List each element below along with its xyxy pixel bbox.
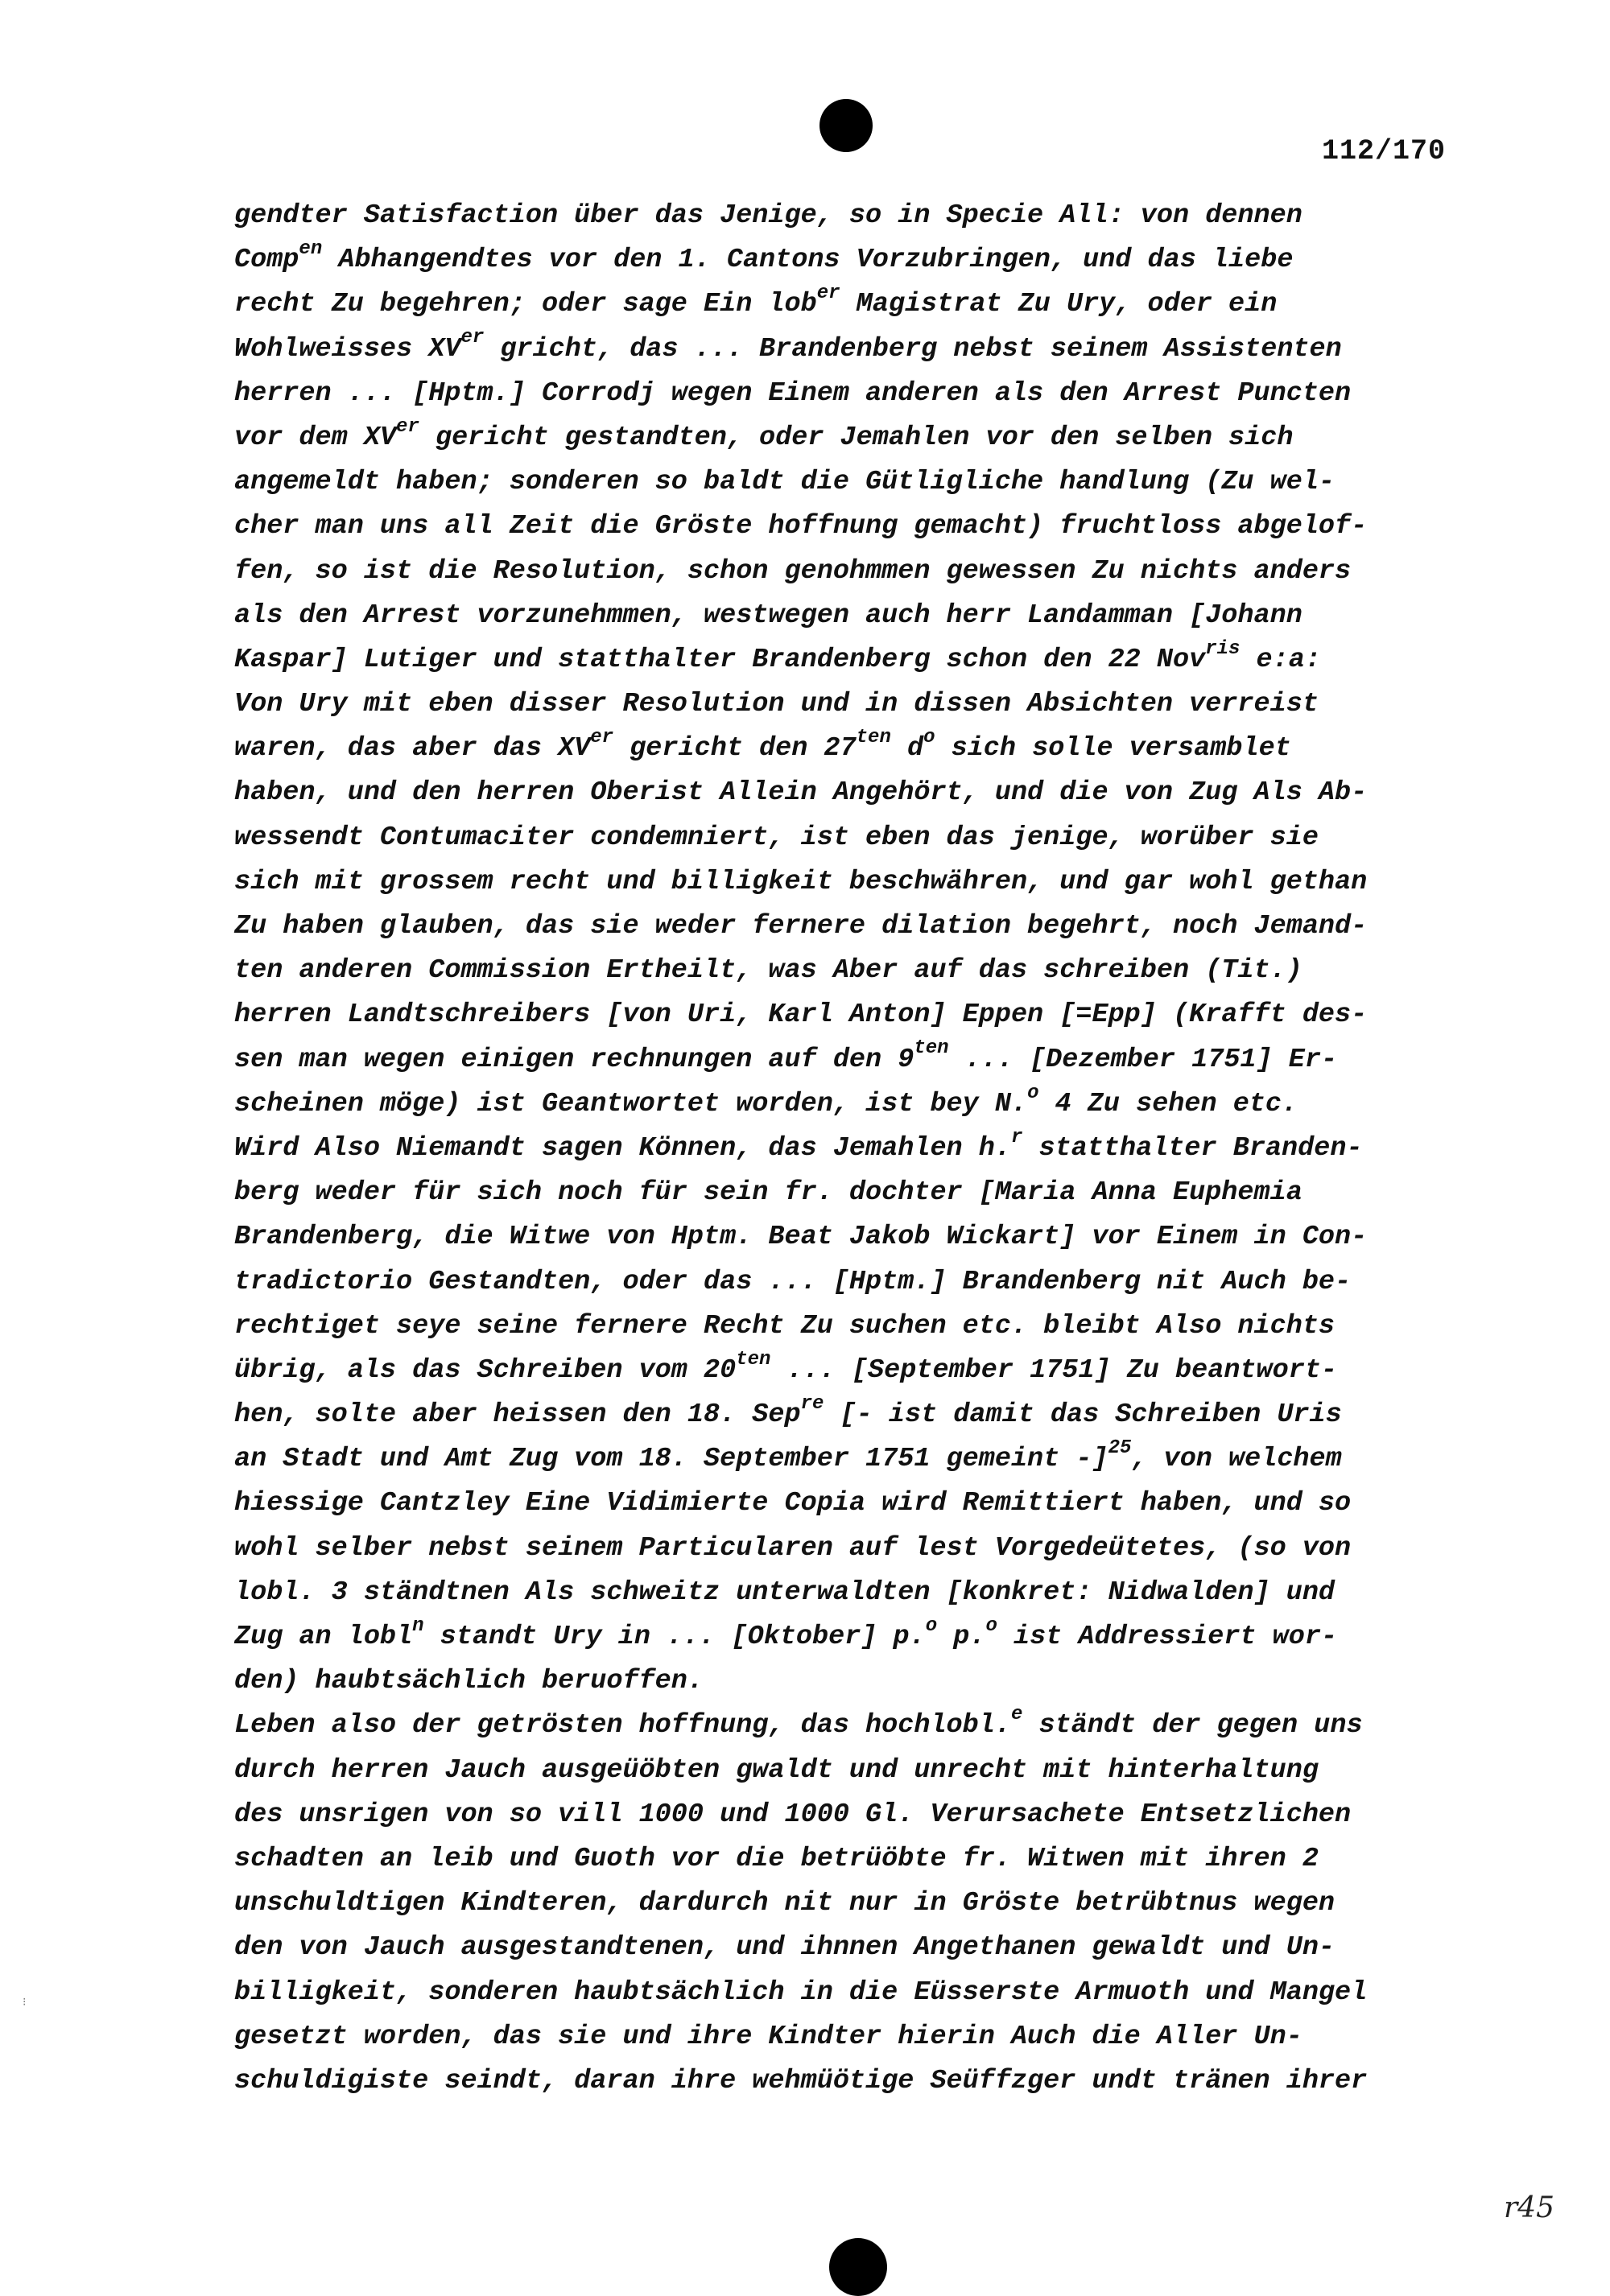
- text-line: Wohlweisses XVer gricht, das ... Brandenberg nebst seinem Assistenten: [234, 327, 1342, 365]
- text-line: tradictorio Gestandten, oder das ... [Hptm.] Brandenberg nit Auch be-: [234, 1266, 1352, 1297]
- punch-hole-top: [819, 99, 873, 152]
- handwritten-margin-mark: r45: [1504, 2191, 1555, 2224]
- text-line: ten anderen Commission Ertheilt, was Aber auf das schreiben (Tit.): [234, 955, 1302, 987]
- text-line: herren ... [Hptm.] Corrodj wegen Einem anderen als den Arrest Puncten: [234, 377, 1352, 409]
- text-line: lobl. 3 ständtnen Als schweitz unterwaldten [konkret: Nidwalden] und: [234, 1577, 1335, 1608]
- text-line: gendter Satisfaction über das Jenige, so in Specie All: von dennen: [234, 200, 1302, 231]
- text-line: scheinen möge) ist Geantwortet worden, ist bey N.$^o$ 4 Zu sehen etc.: [234, 1082, 1298, 1119]
- text-line: den) haubtsächlich beruoffen.: [234, 1666, 704, 1697]
- text-line: wohl selber nebst seinem Particularen auf lest Vorgedeütetes, (so von: [234, 1532, 1352, 1564]
- text-line: hen, solte aber heissen den 18. Sep$^{re}$ [- ist damit das Schreiben Uris: [234, 1392, 1342, 1431]
- text-line: gesetzt worden, das sie und ihre Kindter hierin Auch die Aller Un-: [234, 2021, 1302, 2052]
- text-line: cher man uns all Zeit die Gröste hoffnung gemacht) fruchtloss abgelof-: [234, 511, 1368, 542]
- text-line: Zu haben glauben, das sie weder fernere dilation begehrt, noch Jemand-: [234, 911, 1368, 942]
- text-line: übrig, als das Schreiben vom $20^{ten}$ ... [September 1751] Zu beantwort-: [234, 1348, 1338, 1386]
- text-line: des unsrigen von so vill 1000 und 1000 Gl. Verursachete Entsetzlichen: [234, 1799, 1352, 1830]
- text-line: Comp$^{en}$ Abhangendtes vor den 1. Cantons Vorzubringen, und das liebe: [234, 238, 1294, 276]
- scan-speck: ⁝: [23, 1997, 27, 2010]
- text-line: wessendt Contumaciter condemniert, ist eben das jenige, worüber sie: [234, 822, 1319, 853]
- text-line: Brandenberg, die Witwe von Hptm. Beat Jakob Wickart] vor Einem in Con-: [234, 1222, 1368, 1253]
- text-line: sich mit grossem recht und billigkeit beschwähren, und gar wohl gethan: [234, 866, 1368, 897]
- text-line: rechtiget seye seine fernere Recht Zu suchen etc. bleibt Also nichts: [234, 1310, 1335, 1342]
- text-line: haben, und den herren Oberist Allein Angehört, und die von Zug Als Ab-: [234, 777, 1368, 809]
- text-line: Leben also der getrösten hoffnung, das hochlobl.$^e$ ständt der gegen uns: [234, 1704, 1363, 1742]
- text-line: angemeldt haben; sonderen so baldt die Gütligliche handlung (Zu wel-: [234, 467, 1335, 498]
- text-line: den von Jauch ausgestandtenen, und ihnnen Angethanen gewaldt und Un-: [234, 1932, 1335, 1964]
- text-line: Kaspar] Lutiger und statthalter Brandenberg schon den 22 Nov$^{ris}$ e:a:: [234, 637, 1321, 675]
- text-line: Wird Also Niemandt sagen Können, das Jemahlen h.$^r$ statthalter Branden-: [234, 1126, 1363, 1164]
- text-line: Zug an lobl$^n$ standt Ury in ... [Oktober] p.$^o$ p.$^o$ ist Addressiert wor-: [234, 1614, 1338, 1652]
- text-line: vor dem XVer gericht gestandten, oder Jemahlen vor den selben sich: [234, 415, 1294, 453]
- text-line: schuldigiste seindt, daran ihre wehmüötige Seüffzger undt tränen ihrer: [234, 2065, 1368, 2096]
- text-line: sen man wegen einigen rechnungen auf den $9^{ten}$ ... [Dezember 1751] Er-: [234, 1037, 1338, 1075]
- transcription-text: [234, 194, 1490, 2104]
- text-line: als den Arrest vorzunehmmen, westwegen auch herr Landamman [Johann: [234, 600, 1302, 631]
- text-line: fen, so ist die Resolution, schon genohmmen gewessen Zu nichts anders: [234, 555, 1352, 587]
- page-number: 112/170: [1322, 135, 1447, 167]
- text-line: hiessige Cantzley Eine Vidimierte Copia wird Remittiert haben, und so: [234, 1488, 1352, 1519]
- text-line: waren, das aber das XVer gericht den $27^{ten}$ $d^o$ sich solle versamblet: [234, 727, 1291, 765]
- text-line: herren Landtschreibers [von Uri, Karl Anton] Eppen [=Epp] (Krafft des-: [234, 1000, 1368, 1031]
- text-line: an Stadt und Amt Zug vom 18. September 1751 gemeint -]$^{25}$, von welchem: [234, 1437, 1342, 1475]
- text-line: billigkeit, sonderen haubtsächlich in die Eüsserste Armuoth und Mangel: [234, 1977, 1368, 2008]
- text-line: schadten an leib und Guoth vor die betrüöbte fr. Witwen mit ihren 2: [234, 1843, 1319, 1874]
- text-line: durch herren Jauch ausgeüöbten gwaldt und unrecht mit hinterhaltung: [234, 1754, 1319, 1786]
- text-line: unschuldtigen Kindteren, dardurch nit nur in Gröste betrübtnus wegen: [234, 1888, 1335, 1919]
- text-line: recht Zu begehren; oder sage Ein lob$^{er}$ Magistrat Zu Ury, oder ein: [234, 282, 1278, 320]
- text-line: berg weder für sich noch für sein fr. dochter [Maria Anna Euphemia: [234, 1177, 1302, 1209]
- text-line: Von Ury mit eben disser Resolution und in dissen Absichten verreist: [234, 689, 1319, 720]
- punch-hole-bottom: [829, 2238, 887, 2296]
